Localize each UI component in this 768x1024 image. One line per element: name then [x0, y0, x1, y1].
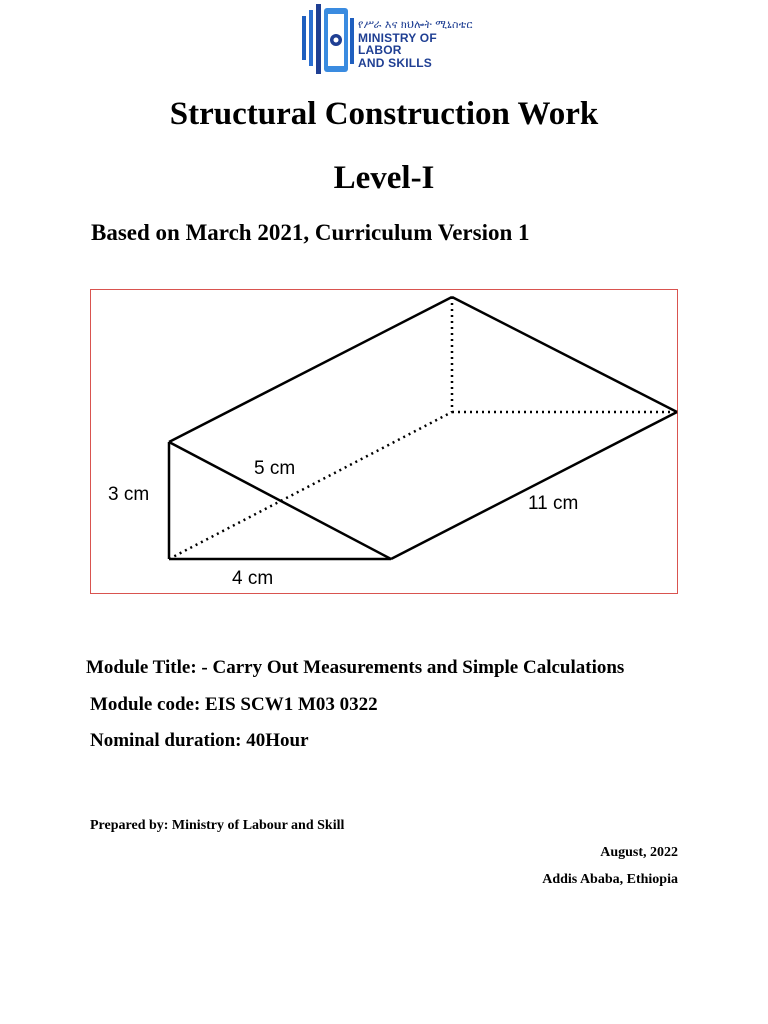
- prism-figure: [90, 289, 678, 594]
- ministry-emblem-icon: [300, 2, 358, 76]
- module-title: Module Title: - Carry Out Measurements and Simple Calculations: [86, 657, 625, 678]
- document-title: Structural Construction Work: [169, 96, 599, 132]
- triangular-prism-diagram: [91, 290, 679, 595]
- base-label: 4 cm: [232, 568, 274, 589]
- hidden-bottom-edge: [169, 412, 452, 559]
- logo-line-2: AND SKILLS: [358, 55, 432, 70]
- logo-line-1: MINISTRY OF LABOR: [358, 30, 437, 58]
- top-back-edge: [169, 297, 452, 442]
- curriculum-subtitle: Based on March 2021, Curriculum Version 1: [91, 220, 530, 245]
- ministry-logo: [300, 2, 480, 76]
- back-hypotenuse-edge: [452, 297, 677, 412]
- height-label: 3 cm: [108, 484, 150, 505]
- publication-place: Addis Ababa, Ethiopia: [542, 872, 678, 887]
- publication-date: August, 2022: [600, 845, 678, 860]
- hypotenuse-label: 5 cm: [254, 458, 296, 479]
- prepared-by: Prepared by: Ministry of Labour and Skill: [90, 818, 345, 833]
- length-label: 11 cm: [528, 493, 579, 514]
- module-code: Module code: EIS SCW1 M03 0322: [90, 694, 378, 715]
- bottom-right-edge: [391, 412, 677, 559]
- level-title: Level-I: [333, 160, 435, 196]
- logo-amharic-text: የሥራ እና ክህሎት ሚኒስቴር: [358, 19, 473, 31]
- logo-text: [358, 20, 480, 69]
- nominal-duration: Nominal duration: 40Hour: [90, 730, 309, 751]
